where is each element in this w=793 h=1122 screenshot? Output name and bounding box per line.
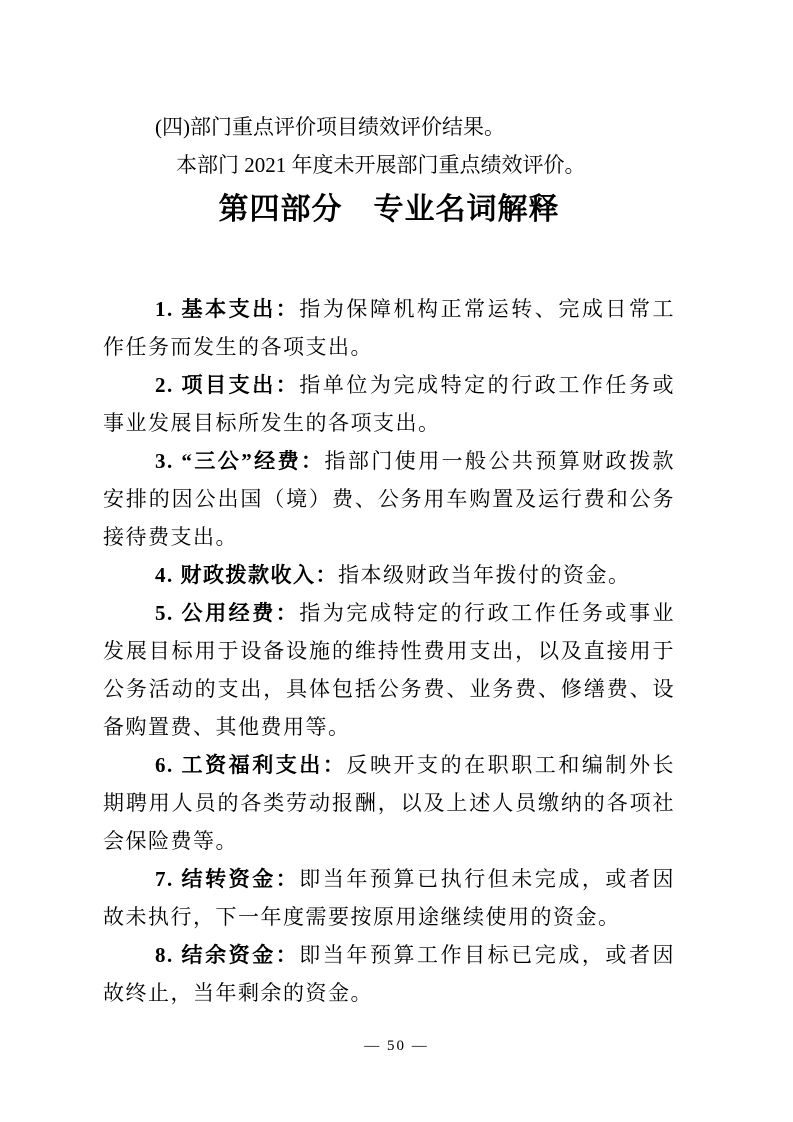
terms-list	[103, 290, 675, 1012]
term-label: 2. 项目支出：	[155, 373, 300, 397]
term-item-carryover-funds	[103, 860, 675, 936]
term-definition: 即当年预算工作目标已完成，或者因故终止，当年剩余的资金。	[103, 943, 676, 1005]
term-item-fiscal-appropriation-income	[103, 556, 675, 594]
term-label: 7. 结转资金：	[155, 867, 300, 891]
intro-section	[103, 108, 675, 184]
term-label: 1. 基本支出：	[155, 297, 300, 321]
term-item-three-public-funds	[103, 442, 675, 556]
term-definition: 反映开支的在职职工和编制外长期聘用人员的各类劳动报酬，以及上述人员缴纳的各项社会保险费等。	[103, 753, 676, 853]
term-label: 8. 结余资金：	[155, 943, 300, 967]
page-footer	[0, 1038, 793, 1055]
intro-line-evaluation-status: 本部门 2021 年度未开展部门重点绩效评价。	[176, 153, 586, 177]
term-item-project-expenditure	[103, 366, 675, 442]
section-heading: 第四部分 专业名词解释	[218, 193, 560, 226]
term-definition: 指为保障机构正常运转、完成日常工作任务而发生的各项支出。	[103, 297, 676, 359]
page-number: — 50 —	[364, 1038, 429, 1054]
term-definition: 指本级财政当年拨付的资金。	[338, 563, 631, 587]
term-label: 6. 工资福利支出：	[155, 753, 347, 777]
term-label: 4. 财政拨款收入：	[155, 563, 338, 587]
term-label: 5. 公用经费：	[155, 601, 300, 625]
term-item-wage-welfare-expenditure	[103, 746, 675, 860]
term-item-surplus-funds	[103, 936, 675, 1012]
term-item-public-funds	[103, 594, 675, 746]
term-label: 3. “三公”经费：	[155, 449, 325, 473]
term-definition: 指部门使用一般公共预算财政拨款安排的因公出国（境）费、公务用车购置及运行费和公务接待费支出。	[103, 449, 676, 549]
term-definition: 即当年预算已执行但未完成，或者因故未执行，下一年度需要按原用途继续使用的资金。	[103, 867, 676, 929]
intro-line-evaluation-result: (四)部门重点评价项目绩效评价结果。	[155, 115, 505, 139]
page-content	[103, 108, 675, 1012]
term-definition: 指为完成特定的行政工作任务或事业发展目标用于设备设施的维持性费用支出，以及直接用于公务活动的支出，具体包括公务费、业务费、修缮费、设备购置费、其他费用等。	[103, 601, 676, 739]
term-item-basic-expenditure	[103, 290, 675, 366]
term-definition: 指单位为完成特定的行政工作任务或事业发展目标所发生的各项支出。	[103, 373, 676, 435]
